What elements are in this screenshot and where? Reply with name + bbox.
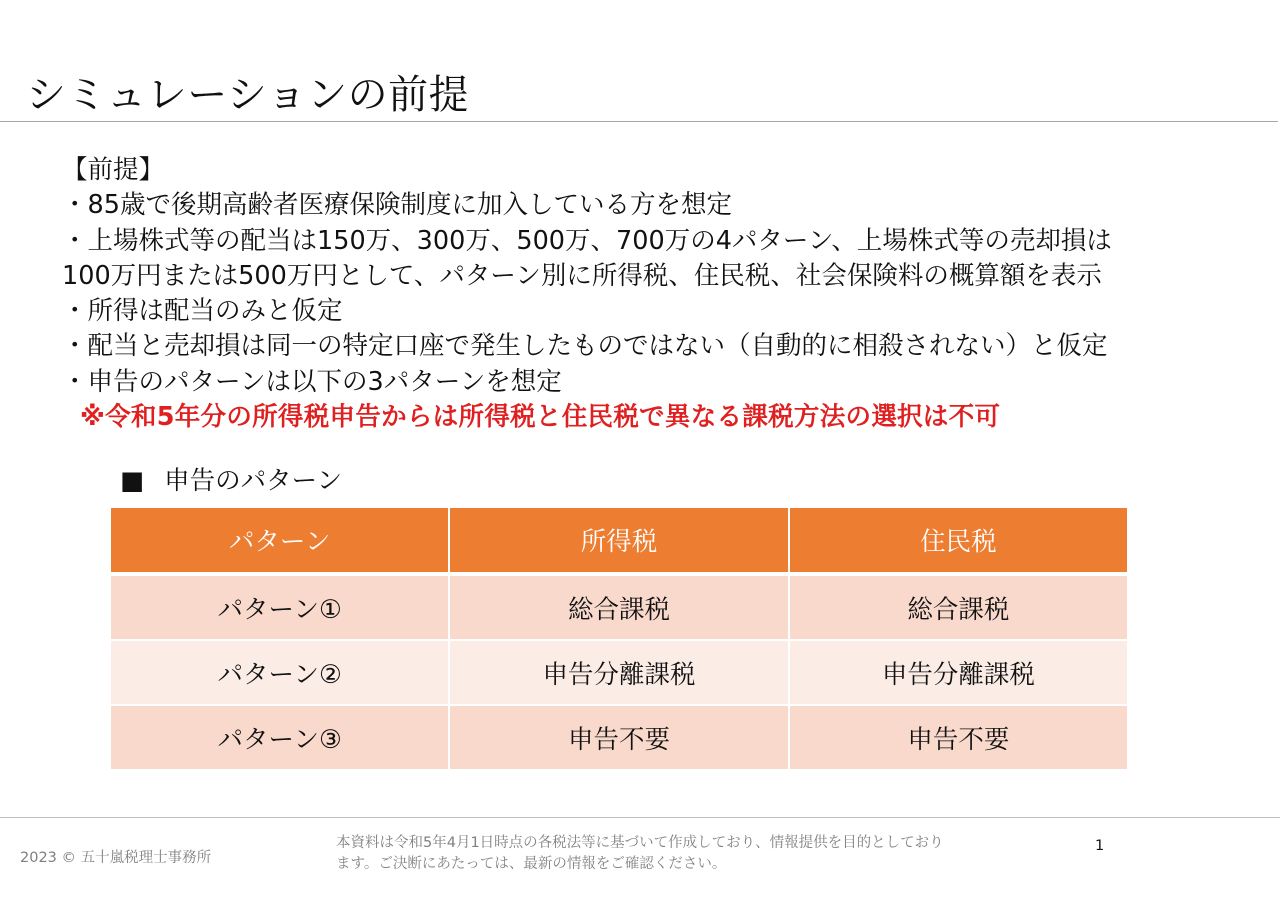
premise-line: ・所得は配当のみと仮定 [62,296,343,327]
square-bullet-icon: ■ [120,466,145,496]
table-cell-income-tax: 申告分離課税 [449,640,788,705]
premise-heading: 【前提】 [62,155,165,185]
section-heading [120,462,342,500]
footer-disclaimer-line: ます。ご決断にあたっては、最新の情報をご確認ください。 [336,856,727,872]
premise-warning-note: ※令和5年分の所得税申告からは所得税と住民税で異なる課税方法の選択は不可 [80,402,1001,433]
footer-copyright: 2023 © 五十嵐税理士事務所 [20,850,212,866]
table-cell-pattern: パターン② [110,640,449,705]
table-cell-pattern: パターン① [110,574,449,640]
table-cell-income-tax: 総合課税 [449,574,788,640]
premise-line: ・上場株式等の配当は150万、300万、500万、700万の4パターン、上場株式等の売却損は [62,225,1112,256]
footer-disclaimer [336,833,1036,875]
table-cell-resident-tax: 総合課税 [789,574,1128,640]
table-header-income-tax: 所得税 [449,507,788,574]
table-cell-resident-tax: 申告不要 [789,705,1128,770]
section-heading-label: 申告のパターン [164,466,343,496]
premise-line: ・申告のパターンは以下の3パターンを想定 [62,366,562,397]
premise-line: ・85歳で後期高齢者医療保険制度に加入している方を想定 [62,190,732,221]
footer-disclaimer-line: 本資料は令和5年4月1日時点の各税法等に基づいて作成しており、情報提供を目的としており [336,835,944,851]
table-row [110,574,1128,640]
filing-pattern-table [109,506,1129,771]
table-header-pattern: パターン [110,507,449,574]
table-cell-pattern: パターン③ [110,705,449,770]
table-cell-income-tax: 申告不要 [449,705,788,770]
page-number: 1 [1095,838,1105,854]
footer-divider [0,817,1280,818]
table-row [110,705,1128,770]
premise-block [62,153,1262,435]
table-cell-resident-tax: 申告分離課税 [789,640,1128,705]
table-row [110,640,1128,705]
premise-line: ・配当と売却損は同一の特定口座で発生したものではない（自動的に相殺されない）と仮定 [62,331,1108,362]
table-header-resident-tax: 住民税 [789,507,1128,574]
slide-title: シミュレーションの前提 [26,71,470,118]
title-divider [0,121,1278,122]
premise-line: 100万円または500万円として、パターン別に所得税、住民税、社会保険料の概算額を表示 [62,260,1102,291]
table-header-row [110,507,1128,574]
